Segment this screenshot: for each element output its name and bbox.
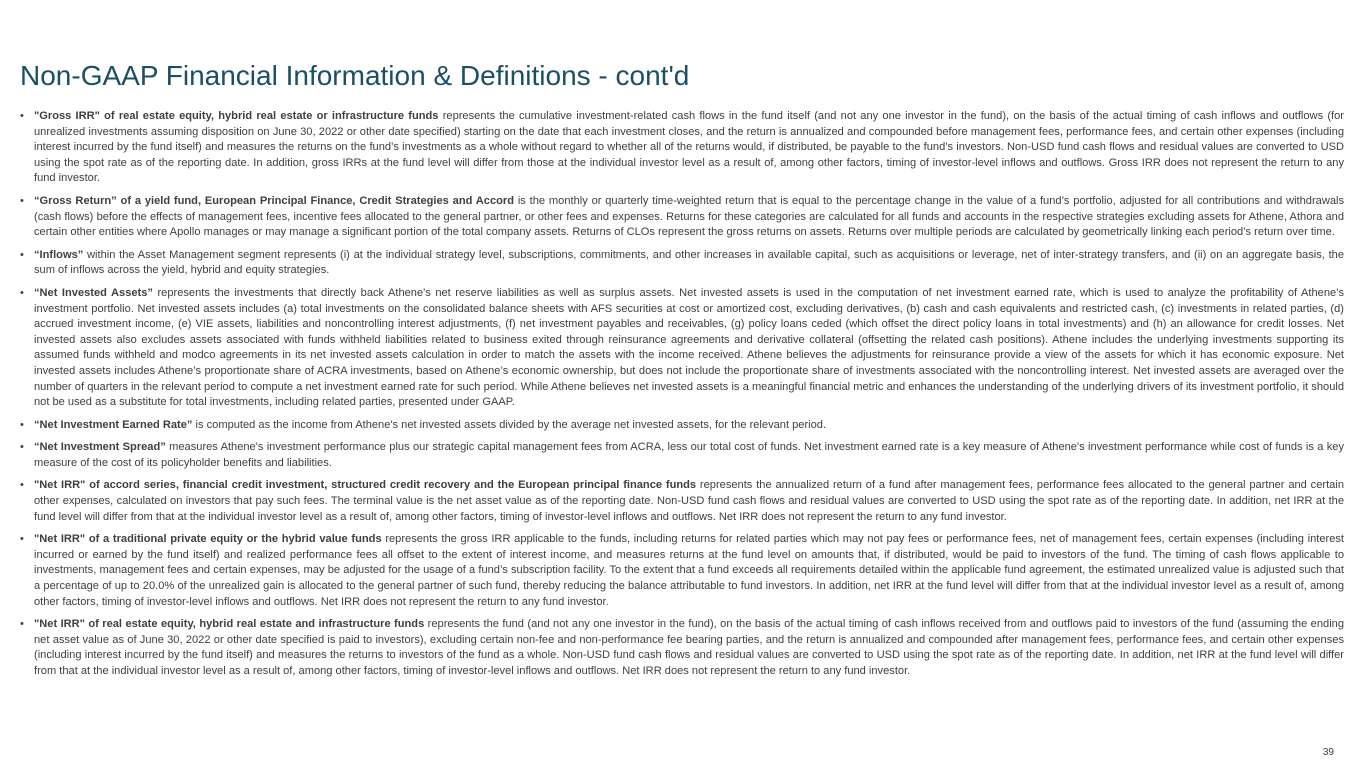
- definition-item-net-investment-earned-rate: [20, 418, 1344, 434]
- page-number: 39: [1322, 747, 1334, 758]
- definition-item-net-irr-private-equity: [20, 532, 1344, 610]
- definition-term: “Inflows”: [34, 248, 84, 261]
- bullet-icon: •: [20, 441, 24, 454]
- definition-term: "Net IRR" of real estate equity, hybrid real estate and infrastructure funds: [34, 618, 425, 631]
- definition-term: “Net Investment Earned Rate”: [34, 418, 193, 431]
- definition-text: represents the investments that directly back Athene's net reserve liabilities as well as surplus assets. Net invested assets is used in the computation of net investment earned rate, which is used to analyze the profitability of Athene’s investment portfolio. Net invested assets includes (a) total investments on the consolidated balance sheets with AFS securities at cost or amortized cost, excluding derivatives, (b) cash and cash equivalents and restricted cash, (c) investments in related parties, (d) accrued investment income, (e) VIE assets, liabilities and noncontrolling interest adjustments, (f) net investment payables and receivables, (g) policy loans ceded (which offset the direct policy loans in total investments) and (h) an allowance for credit losses. Net invested assets also excludes assets associated with funds withheld liabilities related to business exited through reinsurance agreements and derivative collateral (offsetting the related cash positions). Athene includes the underlying investments supporting its assumed funds withheld and modco agreements in its net invested assets calculation in order to match the assets with the income received. Athene believes the adjustments for reinsurance provide a view of the assets for which it has economic exposure. Net invested assets includes Athene’s proportionate share of ACRA investments, based on Athene’s economic ownership, but does not include the proportionate share of investments associated with the noncontrolling interest. Net invested assets are averaged over the number of quarters in the relevant period to compute a net investment earned rate for such period. While Athene believes net invested assets is a meaningful financial metric and enhances the understanding of the underlying drivers of its investment portfolio, it should not be used as a substitute for total investments, including related parties, presented under GAAP.: [34, 286, 1344, 409]
- bullet-icon: •: [20, 418, 24, 431]
- bullet-icon: •: [20, 248, 24, 261]
- definition-item-net-invested-assets: [20, 286, 1344, 411]
- definition-text: represents the annualized return of a fund after management fees, performance fees allocated to the general partner and certain other expenses, calculated on investors that pay such fees. The terminal value is the net asset value as of the reporting date. Non-USD fund cash flows and residual values are converted to USD using the spot rate as of the reporting date. In addition, net IRR at the fund level will differ from that at the individual investor level as a result of, among other factors, timing of investor-level inflows and outflows. Net IRR does not represent the return to any fund investor.: [34, 479, 1344, 523]
- definition-item-gross-irr-real-estate: [20, 109, 1344, 187]
- definitions-list: [20, 109, 1344, 687]
- definition-term: "Net IRR" of a traditional private equity or the hybrid value funds: [34, 533, 382, 546]
- definition-text: represents the gross IRR applicable to the funds, including returns for related parties which may not pay fees or performance fees, net of management fees, certain expenses (including interest incurred or earned by the fund itself) and realized performance fees all offset to the extent of interest income, and measures returns at the fund level on amounts that, if distributed, would be paid to investors of the fund. The timing of cash flows applicable to investments, management fees and certain expenses, may be adjusted for the usage of a fund’s subscription facility. To the extent that a fund exceeds all requirements detailed within the applicable fund agreement, the estimated unrealized value is adjusted such that a percentage of up to 20.0% of the unrealized gain is allocated to the general partner of such fund, thereby reducing the balance attributable to fund investors. In addition, net IRR at the fund level will differ from that at the individual investor level as a result of, among other factors, timing of investor-level inflows and outflows. Net IRR does not represent the return to any fund investor.: [34, 533, 1344, 608]
- definition-text: within the Asset Management segment represents (i) at the individual strategy level, subscriptions, commitments, and other increases in available capital, such as acquisitions or leverage, net of inter-strategy transfers, and (ii) on an aggregate basis, the sum of inflows across the yield, hybrid and equity strategies.: [34, 248, 1344, 277]
- definition-item-net-irr-real-estate: [20, 617, 1344, 679]
- bullet-icon: •: [20, 194, 24, 207]
- bullet-icon: •: [20, 110, 24, 122]
- definition-term: "Gross IRR" of real estate equity, hybrid real estate or infrastructure funds: [34, 110, 439, 122]
- bullet-icon: •: [20, 479, 24, 492]
- definition-text: represents the cumulative investment-related cash flows in the fund itself (and not any one investor in the fund), on the basis of the actual timing of cash inflows and outflows (for unrealized investments assuming disposition on June 30, 2022 or other date specified) starting on the date that each investment closes, and the return is annualized and compounded before management fees, performance fees, and certain other expenses (including interest incurred by the fund itself) and measures the returns on the fund’s investments as a whole without regard to whether all of the returns would, if distributed, be payable to the fund’s investors. Non-USD fund cash flows and residual values are converted to USD using the spot rate as of the reporting date. In addition, gross IRRs at the fund level will differ from those at the individual investor level as a result of, among other factors, timing of investor-level inflows and outflows. Gross IRR does not represent the return to any fund investor.: [34, 110, 1344, 185]
- bullet-icon: •: [20, 286, 24, 299]
- definition-term: “Net Invested Assets”: [34, 286, 153, 299]
- definition-text: is computed as the income from Athene's net invested assets divided by the average net invested assets, for the relevant period.: [192, 418, 827, 431]
- definition-text: represents the fund (and not any one investor in the fund), on the basis of the actual timing of cash inflows received from and outflows paid to investors of the fund (assuming the ending net asset value as of June 30, 2022 or other date specified is paid to investors), excluding certain non-fee and non-performance fee bearing parties, and the return is annualized and compounded after management fees, performance fees, and certain other expenses (including interest incurred by the fund itself) and measures the returns to investors of the fund as a whole. Non-USD fund cash flows and residual values are converted to USD using the spot rate as of the reporting date. In addition, net IRR at the fund level will differ from that at the individual investor level as a result of, among other factors, timing of investor-level inflows and outflows. Net IRR does not represent the return to any fund investor.: [34, 618, 1344, 677]
- page-title: Non-GAAP Financial Information & Definitions - cont'd: [20, 60, 690, 91]
- definition-item-net-investment-spread: [20, 440, 1344, 471]
- definition-item-inflows: [20, 248, 1344, 279]
- bullet-icon: •: [20, 618, 24, 631]
- bullet-icon: •: [20, 533, 24, 546]
- definition-text: measures Athene's investment performance plus our strategic capital management fees from ACRA, less our total cost of funds. Net investment earned rate is a key measure of Athene's investment performance while cost of funds is a key measure of the cost of its policyholder benefits and liabilities.: [34, 441, 1344, 469]
- definition-item-net-irr-accord-series: [20, 478, 1344, 525]
- definition-term: "Net IRR" of accord series, financial credit investment, structured credit recovery and the European principal finance funds: [34, 479, 697, 492]
- definition-text: is the monthly or quarterly time-weighted return that is equal to the percentage change in the value of a fund’s portfolio, adjusted for all contributions and withdrawals (cash flows) before the effects of management fees, incentive fees allocated to the general partner, or other fees and expenses. Returns for these categories are calculated for all funds and accounts in the respective strategies excluding assets for Athene, Athora and certain other entities where Apollo manages or may manage a significant portion of the total company assets. Returns of CLOs represent the gross returns on assets. Returns over multiple periods are calculated by geometrically linking each period’s return over time.: [34, 194, 1345, 239]
- definition-term: “Gross Return” of a yield fund, European Principal Finance, Credit Strategies and Accord: [34, 194, 515, 207]
- definition-term: “Net Investment Spread”: [34, 441, 166, 454]
- definition-item-gross-return: [20, 194, 1344, 241]
